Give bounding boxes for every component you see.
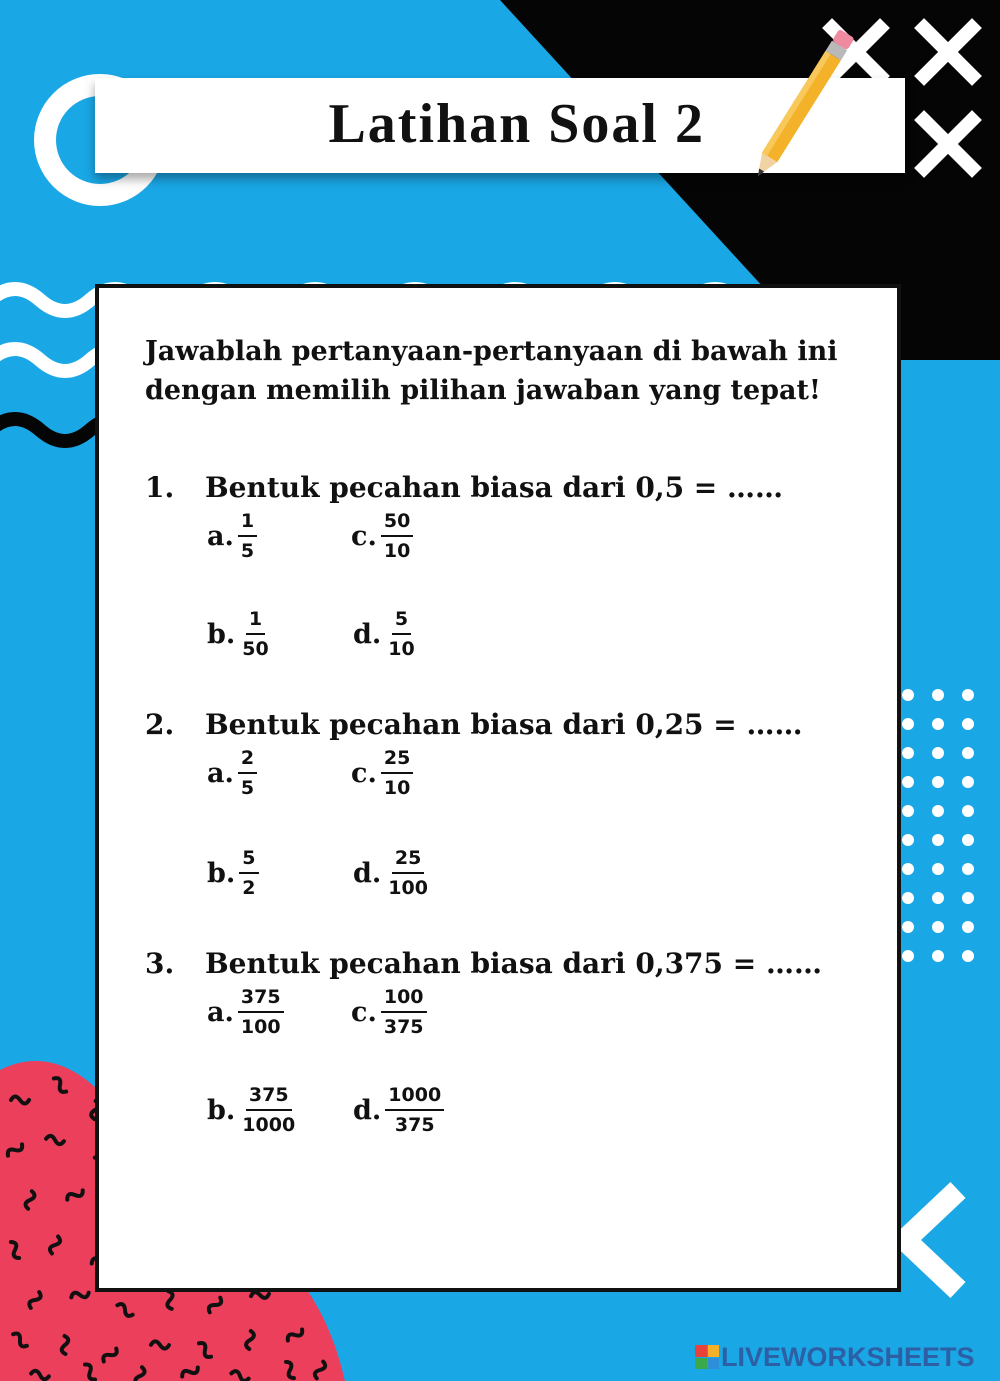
fraction bbox=[238, 747, 257, 799]
denominator: 50 bbox=[242, 638, 269, 660]
dot bbox=[902, 834, 914, 846]
fraction bbox=[385, 608, 417, 660]
page-title: Latihan Soal 2 bbox=[328, 93, 705, 155]
denominator: 10 bbox=[383, 540, 411, 562]
question-text: Bentuk pecahan biasa dari 0,375 = …… bbox=[205, 947, 822, 980]
fraction bbox=[385, 847, 431, 899]
instruction-text: Jawablah pertanyaan-pertanyaan di bawah ini dengan memilih pilihan jawaban yang tepat! bbox=[145, 336, 838, 406]
option-letter: d. bbox=[353, 857, 382, 889]
fraction bbox=[385, 1084, 444, 1136]
dot bbox=[962, 776, 974, 788]
question-1-prompt bbox=[145, 468, 845, 508]
question-2-prompt bbox=[145, 705, 845, 745]
dot bbox=[962, 863, 974, 875]
dot bbox=[902, 747, 914, 759]
option-3d[interactable] bbox=[353, 1084, 444, 1136]
option-letter: a. bbox=[207, 757, 234, 789]
numerator: 1000 bbox=[385, 1084, 444, 1111]
denominator: 100 bbox=[240, 1016, 281, 1038]
dot bbox=[902, 950, 914, 962]
dot bbox=[932, 863, 944, 875]
denominator: 5 bbox=[240, 777, 255, 799]
liveworksheets-brand[interactable] bbox=[695, 1340, 995, 1374]
question-text: Bentuk pecahan biasa dari 0,25 = …… bbox=[205, 708, 803, 741]
dot bbox=[902, 776, 914, 788]
option-1a[interactable] bbox=[207, 510, 257, 562]
numerator: 50 bbox=[381, 510, 413, 537]
dot bbox=[932, 689, 944, 701]
dot bbox=[962, 892, 974, 904]
denominator: 1000 bbox=[242, 1114, 296, 1136]
denominator: 10 bbox=[388, 638, 415, 660]
denominator: 375 bbox=[383, 1016, 424, 1038]
option-letter: c. bbox=[351, 996, 377, 1028]
question-number: 1. bbox=[145, 471, 175, 504]
option-letter: c. bbox=[351, 520, 377, 552]
chevron-decoration bbox=[905, 1190, 958, 1290]
dot bbox=[902, 892, 914, 904]
option-1c[interactable] bbox=[351, 510, 413, 562]
fraction bbox=[381, 986, 427, 1038]
question-number: 3. bbox=[145, 947, 175, 980]
option-3b[interactable] bbox=[207, 1084, 298, 1136]
option-letter: b. bbox=[207, 857, 236, 889]
dot bbox=[932, 892, 944, 904]
option-letter: d. bbox=[353, 618, 382, 650]
numerator: 1 bbox=[246, 608, 265, 635]
option-2c[interactable] bbox=[351, 747, 413, 799]
denominator: 5 bbox=[240, 540, 255, 562]
numerator: 2 bbox=[238, 747, 257, 774]
option-3a[interactable] bbox=[207, 986, 284, 1038]
option-letter: a. bbox=[207, 996, 234, 1028]
dot bbox=[962, 747, 974, 759]
numerator: 25 bbox=[392, 847, 424, 874]
liveworksheets-logo-icon bbox=[695, 1345, 719, 1369]
option-letter: c. bbox=[351, 757, 377, 789]
question-1 bbox=[145, 468, 845, 660]
option-2b[interactable] bbox=[207, 847, 259, 899]
brand-text: LIVEWORKSHEETS bbox=[721, 1341, 975, 1372]
fraction bbox=[239, 847, 258, 899]
fraction bbox=[238, 510, 257, 562]
option-2d[interactable] bbox=[353, 847, 431, 899]
dot bbox=[932, 776, 944, 788]
option-3c[interactable] bbox=[351, 986, 427, 1038]
option-letter: d. bbox=[353, 1094, 382, 1126]
dot bbox=[962, 834, 974, 846]
dot bbox=[902, 863, 914, 875]
question-2 bbox=[145, 705, 845, 899]
option-letter: a. bbox=[207, 520, 234, 552]
denominator: 10 bbox=[383, 777, 411, 799]
dot bbox=[902, 921, 914, 933]
dot bbox=[932, 805, 944, 817]
fraction bbox=[381, 510, 413, 562]
numerator: 25 bbox=[381, 747, 413, 774]
fraction bbox=[381, 747, 413, 799]
dot bbox=[962, 921, 974, 933]
question-3-prompt bbox=[145, 944, 845, 984]
option-1d[interactable] bbox=[353, 608, 418, 660]
option-letter: b. bbox=[207, 1094, 236, 1126]
question-number: 2. bbox=[145, 708, 175, 741]
denominator: 2 bbox=[242, 877, 256, 899]
dot bbox=[962, 950, 974, 962]
pencil-icon bbox=[740, 28, 910, 188]
option-1b[interactable] bbox=[207, 608, 272, 660]
dot bbox=[932, 834, 944, 846]
option-letter: b. bbox=[207, 618, 236, 650]
dot bbox=[932, 747, 944, 759]
numerator: 1 bbox=[238, 510, 257, 537]
dot bbox=[902, 689, 914, 701]
denominator: 100 bbox=[388, 877, 428, 899]
dot bbox=[932, 950, 944, 962]
dots-decoration bbox=[902, 689, 974, 962]
question-text: Bentuk pecahan biasa dari 0,5 = …… bbox=[205, 471, 784, 504]
fraction bbox=[238, 986, 284, 1038]
dot bbox=[962, 718, 974, 730]
fraction bbox=[239, 608, 271, 660]
dot bbox=[962, 689, 974, 701]
numerator: 375 bbox=[238, 986, 284, 1013]
option-2a[interactable] bbox=[207, 747, 257, 799]
numerator: 375 bbox=[246, 1084, 292, 1111]
dot bbox=[902, 718, 914, 730]
question-3 bbox=[145, 944, 845, 1136]
numerator: 5 bbox=[239, 847, 258, 874]
dot bbox=[932, 921, 944, 933]
question-card bbox=[95, 284, 901, 1292]
dot bbox=[932, 718, 944, 730]
denominator: 375 bbox=[394, 1114, 435, 1136]
numerator: 100 bbox=[381, 986, 427, 1013]
dot bbox=[902, 805, 914, 817]
numerator: 5 bbox=[392, 608, 411, 635]
dot bbox=[962, 805, 974, 817]
fraction bbox=[239, 1084, 298, 1136]
